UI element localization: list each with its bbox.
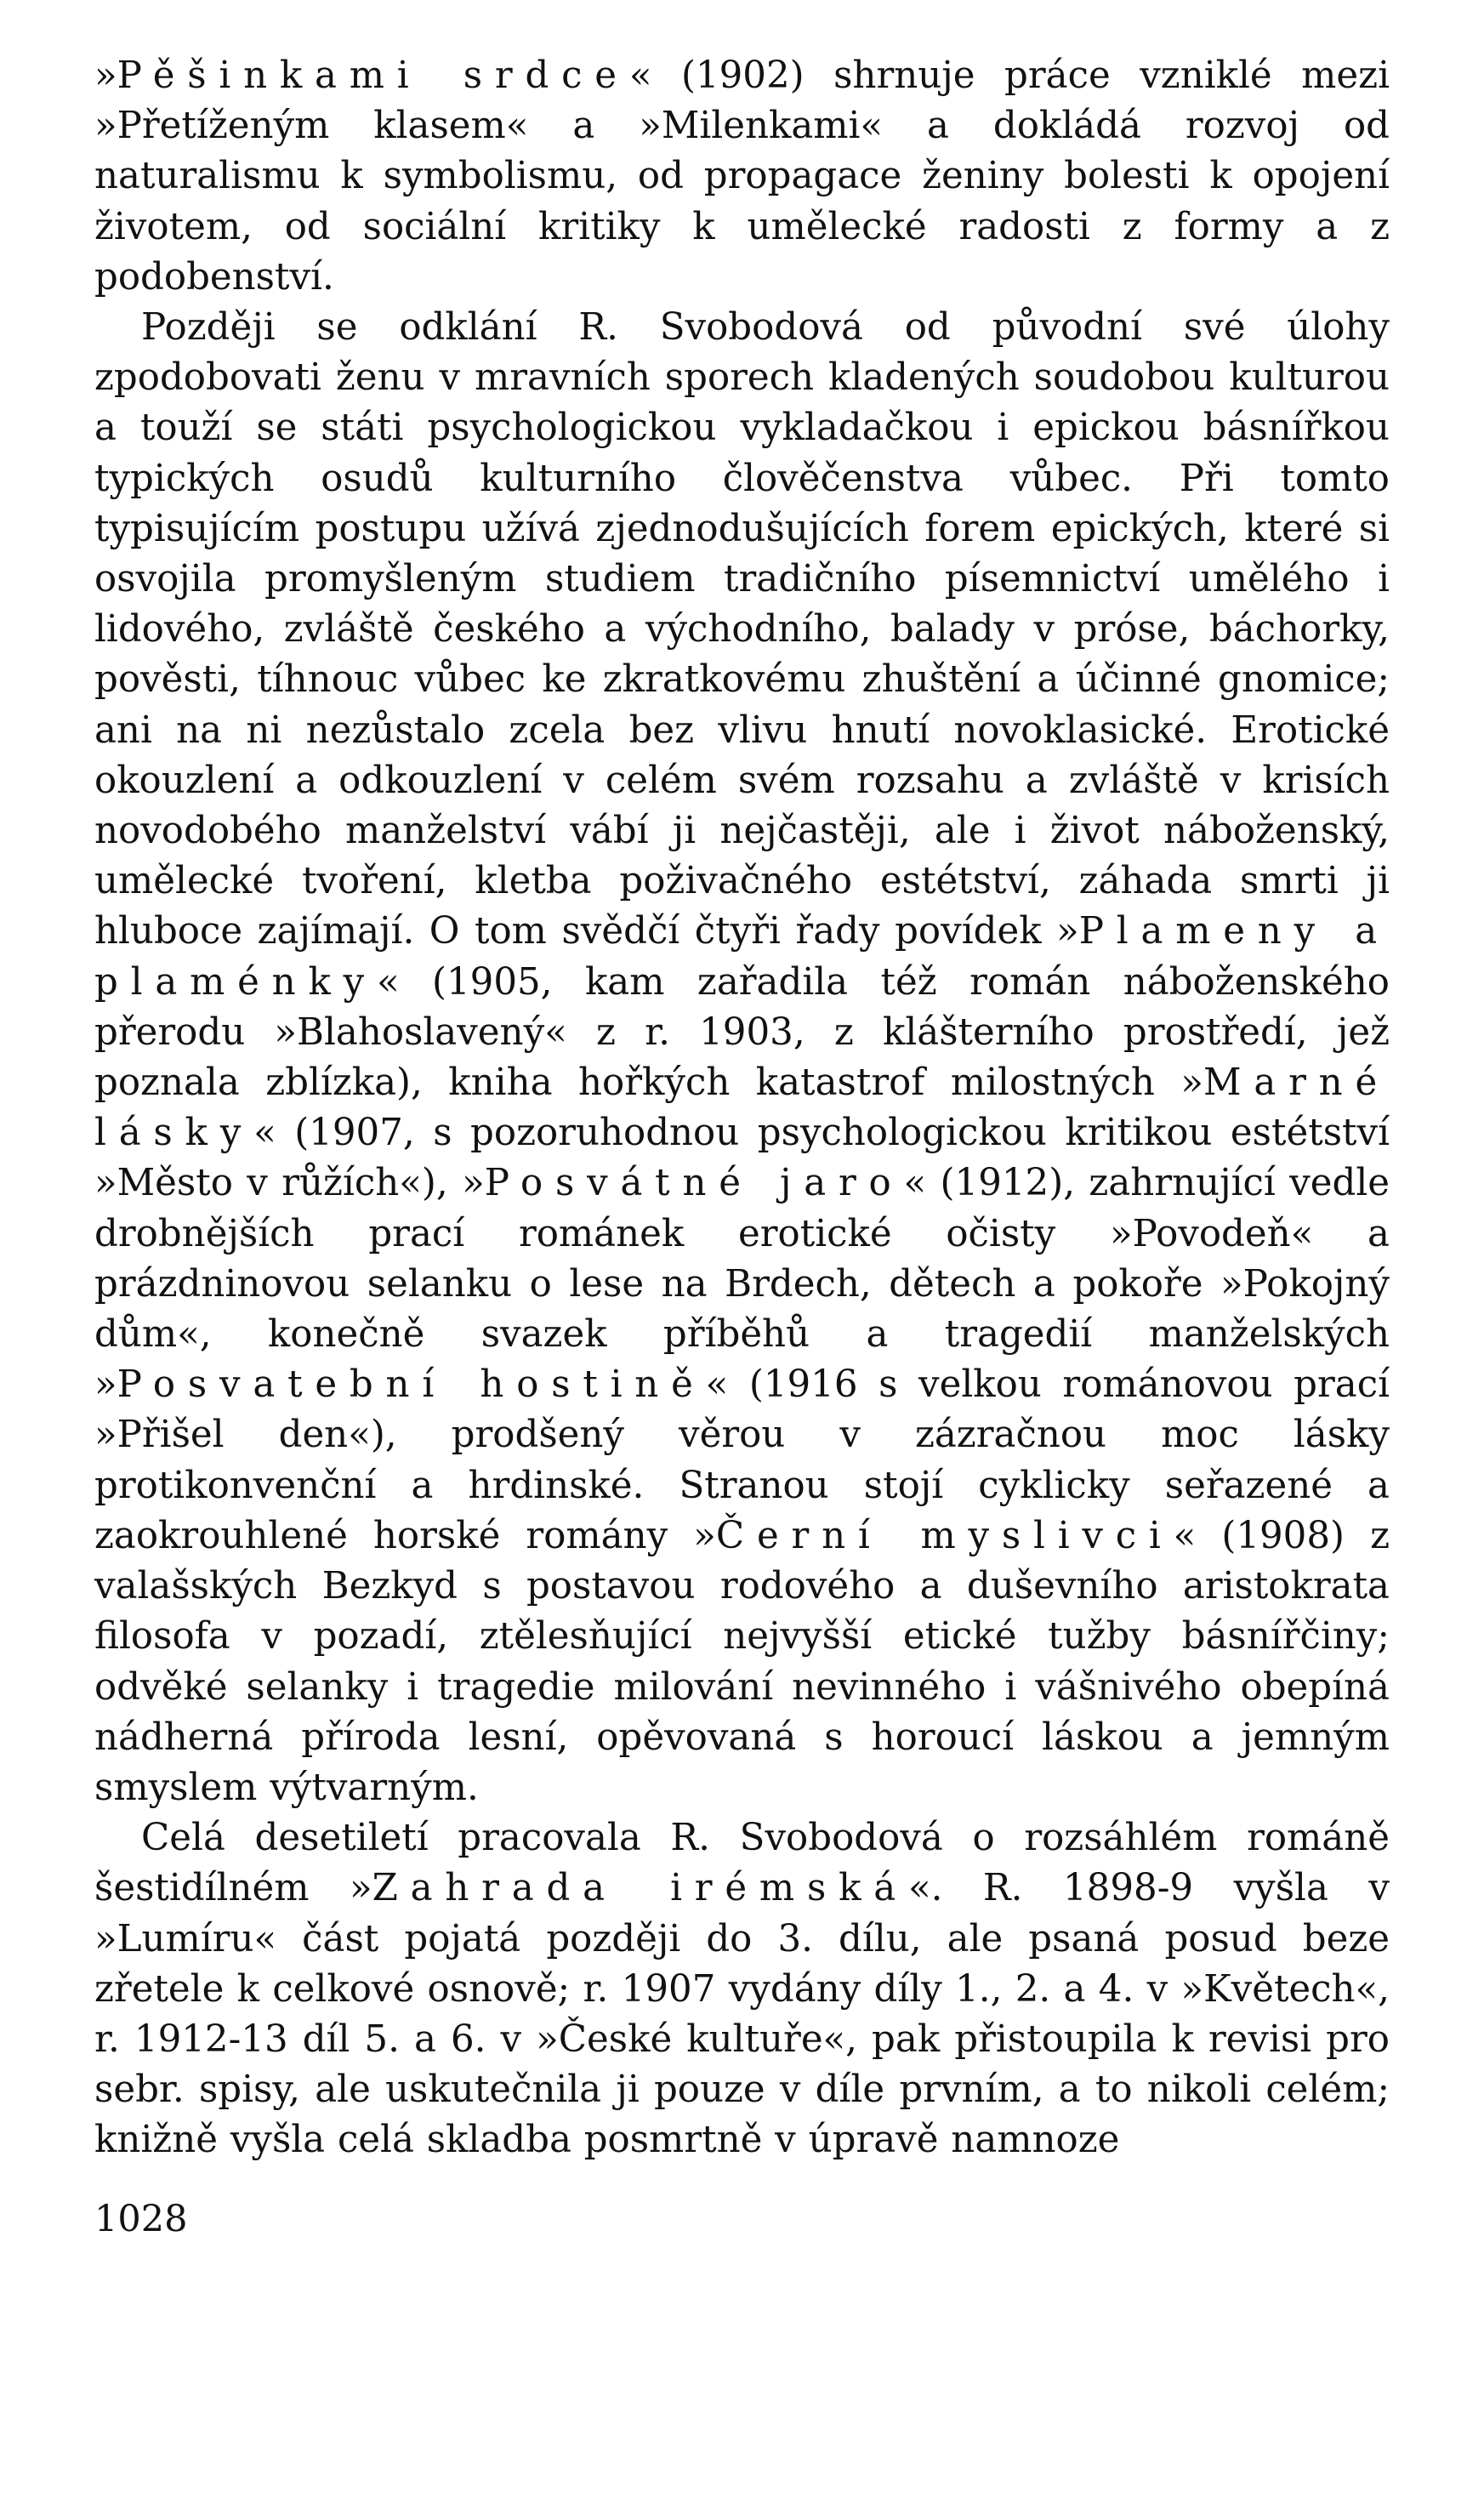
paragraph-1 [94,51,1390,303]
paragraph-2 [94,303,1390,1813]
text-segment: « (1902) shrnuje práce vzniklé mezi »Přetíženým klasem« a »Milenkami« a dokládá rozvoj od naturalismu k symbolismu, od propagace ženiny bolesti k opojení životem, od sociální kritiky k umělecké radosti z formy a z podobenství. [94,54,1390,299]
text-segment: » [94,54,117,97]
spaced-title: Marné lásky [94,1061,1390,1155]
text-segment: Celá desetiletí pracovala R. Svobodová o rozsáhlém románě šestidílném » [94,1817,1390,1910]
paragraph-3 [94,1813,1390,2165]
text-segment: « (1905, kam zařadila též román náboženského přerodu »Blahoslavený« z r. 1903, z klášterního prostředí, jež poznala zblízka), kniha hořkých katastrof milostných » [94,960,1390,1105]
spaced-title: Posvátné jaro [484,1162,904,1205]
text-page [94,51,1390,2166]
text-segment: « (1908) z valašských Bezkyd s postavou rodového a duševního aristokrata filosofa v pozadí, ztělesňující nejvyšší etické tužby básnířčiny; odvěké selanky i tragedie milování nevinného i vášnivého obepíná nádherná příroda lesní, opěvovaná s horoucí láskou a jemným smyslem výtvarným. [94,1514,1390,1809]
text-segment: « (1916 s velkou románovou prací »Přišel den«), prodšený věrou v zázračnou moc lásky protikonvenční a hrdinské. Stranou stojí cyklicky seřazené a zaokrouhlené horské romány » [94,1363,1390,1557]
spaced-title: Plameny a plaménky [94,910,1390,1004]
spaced-title: Zahrada irémská [372,1867,908,1910]
spaced-title: Pěšinkami srdce [117,54,629,97]
spaced-title: Černí myslivci [715,1514,1174,1557]
text-segment: « (1907, s pozoruhodnou psychologickou kritikou estétství »Město v růžích«), » [94,1112,1390,1205]
text-segment: «. R. 1898-9 vyšla v »Lumíru« část pojatá později do 3. dílu, ale psaná posud beze zřetele k celkové osnově; r. 1907 vydány díly 1., 2. a 4. v »Květech«, r. 1912-13 díl 5. a 6. v »České kultuře«, pak přistoupila k revisi pro sebr. spisy, ale uskutečnila ji pouze v díle prvním, a to nikoli celém; knižně vyšla celá skladba posmrtně v úpravě namnoze [94,1867,1390,2162]
page-number: 1028 [94,2198,188,2240]
text-segment: Později se odklání R. Svobodová od původní své úlohy zpodobovati ženu v mravních sporech kladených soudobou kulturou a touží se státi psychologickou vykladačkou i epickou básnířkou typických osudů kulturního člověčenstva vůbec. Při tomto typisujícím postupu užívá zjednodušujících forem epických, které si osvojila promyšleným studiem tradičního písemnictví umělého i lidového, zvláště českého a východního, balady v próse, báchorky, pověsti, tíhnouc vůbec ke zkratkovému zhuštění a účinné gnomice; ani na ni nezůstalo zcela bez vlivu hnutí novoklasické. Erotické okouzlení a odkouzlení v celém svém rozsahu a zvláště v krisích novodobého manželství vábí ji nejčastěji, ale i život náboženský, umělecké tvoření, kletba poživačného estétství, záhada smrti ji hluboce zajímají. O tom svědčí čtyři řady povídek » [94,306,1390,953]
text-segment: « (1912), zahrnující vedle drobnějších prací románek erotické očisty »Povodeň« a prázdninovou selanku o lese na Brdech, dětech a pokoře »Pokojný dům«, konečně svazek příběhů a tragedií manželských » [94,1162,1390,1407]
spaced-title: Posvatební hostině [117,1363,706,1407]
